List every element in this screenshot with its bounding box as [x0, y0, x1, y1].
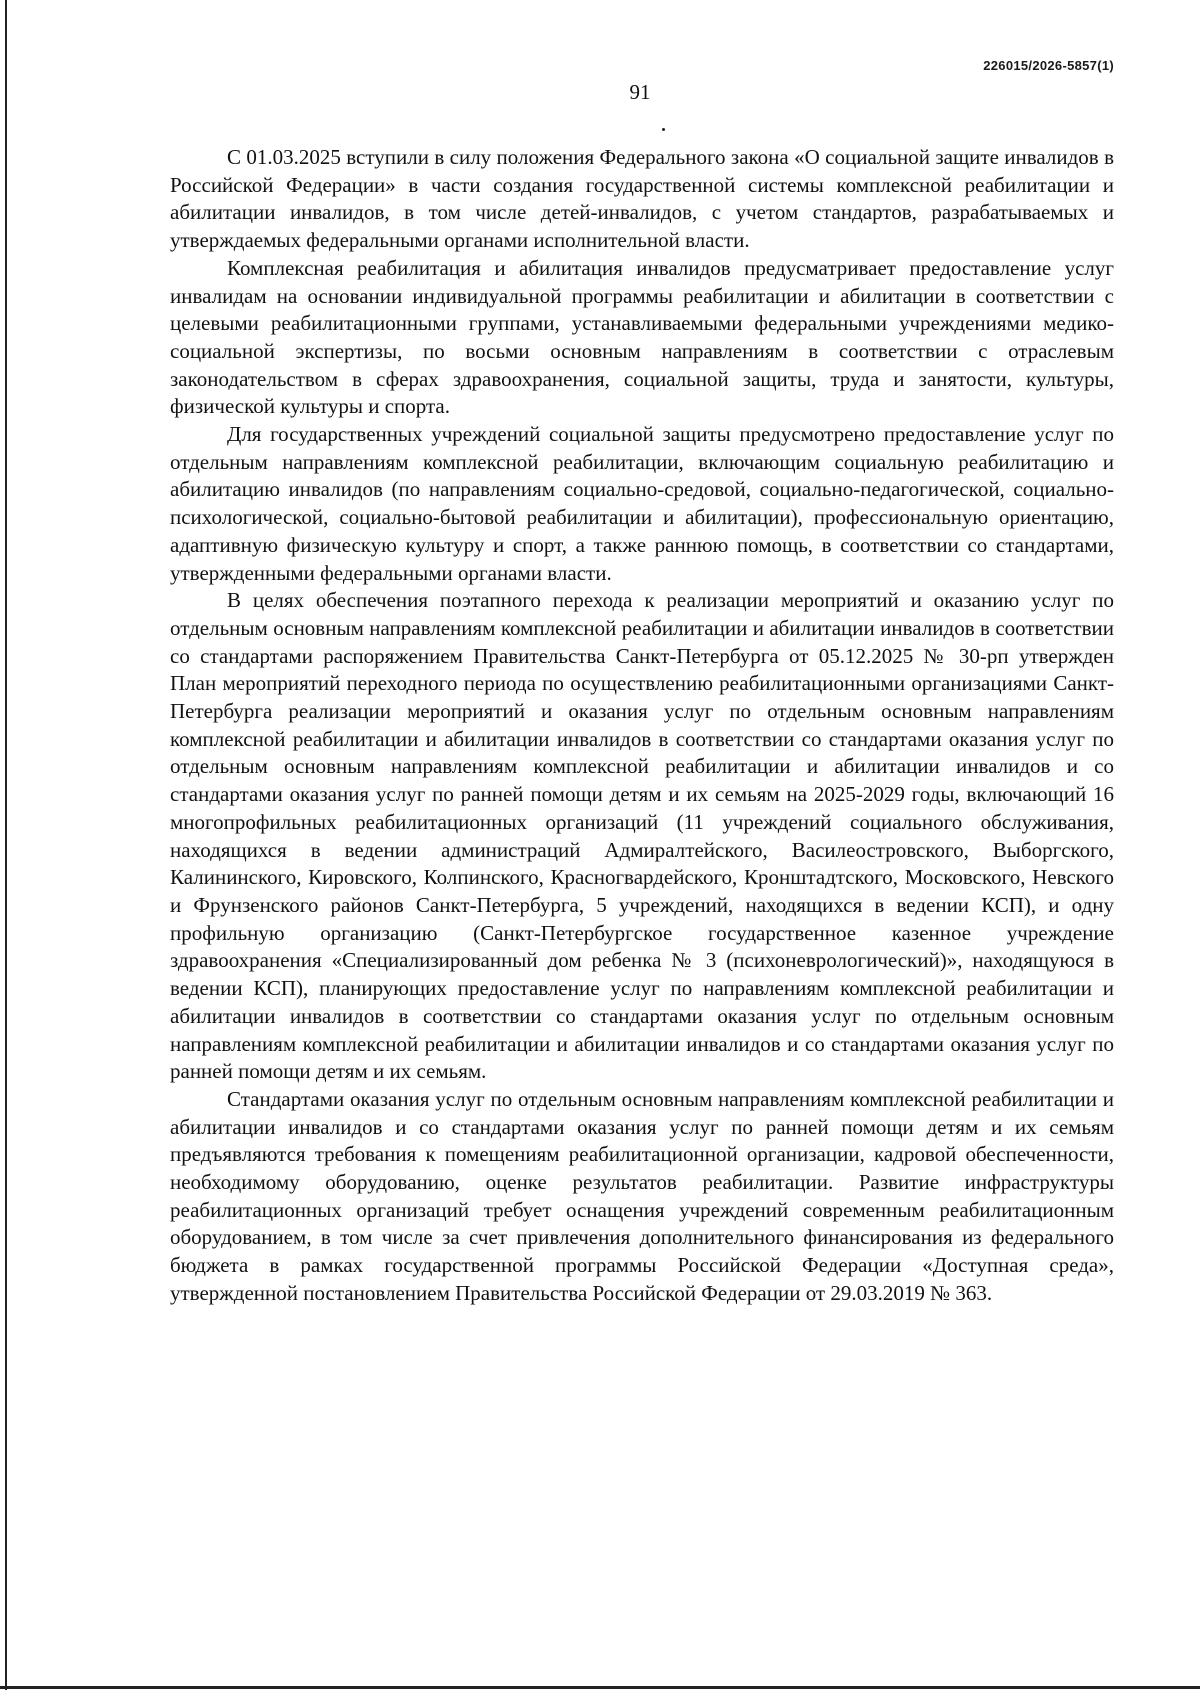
scan-edge-bottom [0, 1686, 1200, 1689]
scan-edge-left [5, 0, 7, 1690]
paragraph: В целях обеспечения поэтапного перехода к реализации мероприятий и оказанию услуг по отдельным основным направлениям комплексной реабилитации и абилитации инвалидов в соответствии со стандартами распоряжением Правительства Санкт-Петербурга от 05.12.2025 № 30-рп утвержден План мероприятий переходного периода по осуществлению реабилитационными организациями Санкт-Петербурга реализации мероприятий и оказания услуг по отдельным основным направлениям комплексной реабилитации и абилитации инвалидов в соответствии со стандартами оказания услуг по отдельным основным направлениям комплексной реабилитации и абилитации инвалидов и со стандартами оказания услуг по ранней помощи детям и их семьям на 2025-2029 годы, включающий 16 многопрофильных реабилитационных организаций (11 учреждений социального обслуживания, находящихся в ведении администраций Адмиралтейского, Василеостровского, Выборгского, Калининского, Кировского, Колпинского, Красногвардейского, Кронштадтского, Московского, Невского и Фрунзенского районов Санкт-Петербурга, 5 учреждений, находящихся в ведении КСП), и одну профильную организацию (Санкт-Петербургское государственное казенное учреждение здравоохранения «Специализированный дом ребенка № 3 (психоневрологический)», находящуюся в ведении КСП), планирующих предоставление услуг по направлениям комплексной реабилитации и абилитации инвалидов в соответствии со стандартами оказания услуг по отдельным основным направлениям комплексной реабилитации и абилитации инвалидов и со стандартами оказания услуг по ранней помощи детям и их семьям. [170, 588, 1114, 1084]
paragraph: Стандартами оказания услуг по отдельным основным направлениям комплексной реабилитации и абилитации инвалидов и со стандартами оказания услуг по ранней помощи детям и их семьям предъявляются требования к помещениям реабилитационной организации, кадровой обеспеченности, необходимому оборудованию, оценке результатов реабилитации. Развитие инфраструктуры реабилитационных организаций требует оснащения учреждений современным реабилитационным оборудованием, в том числе за счет привлечения дополнительного финансирования из федерального бюджета в рамках государственной программы Российской Федерации «Доступная среда», утвержденной постановлением Правительства Российской Федерации от 29.03.2019 № 363. [170, 1086, 1114, 1305]
document-id: 226015/2026-5857(1) [983, 58, 1114, 73]
paragraph: Комплексная реабилитация и абилитация инвалидов предусматривает предоставление услуг инвалидам на основании индивидуальной программы реабилитации и абилитации в соответствии с целевыми реабилитационными группами, устанавливаемыми федеральными учреждениями медико-социальной экспертизы, по восьми основным направлениям в соответствии с отраслевым законодательством в сферах здравоохранения, социальной защиты, труда и занятости, культуры, физической культуры и спорта. [170, 255, 1114, 419]
paragraph: С 01.03.2025 вступили в силу положения Федерального закона «О социальной защите инвалидов в Российской Федерации» в части создания государственной системы комплексной реабилитации и абилитации инвалидов, в том числе детей-инвалидов, с учетом стандартов, разрабатываемых и утверждаемых федеральными органами исполнительной власти. [170, 145, 1114, 253]
scan-speck [662, 128, 665, 131]
page-number: 91 [629, 80, 651, 104]
document-body [170, 144, 1114, 1308]
paragraph: Для государственных учреждений социальной защиты предусмотрено предоставление услуг по отдельным направлениям комплексной реабилитации, включающим социальную реабилитацию и абилитацию инвалидов (по направлениям социально-средовой, социально-педагогической, социально-психологической, социально-бытовой реабилитации и абилитации), профессиональную ориентацию, адаптивную физическую культуру и спорт, а также раннюю помощь, в соответствии со стандартами, утвержденными федеральными органами власти. [170, 422, 1114, 585]
